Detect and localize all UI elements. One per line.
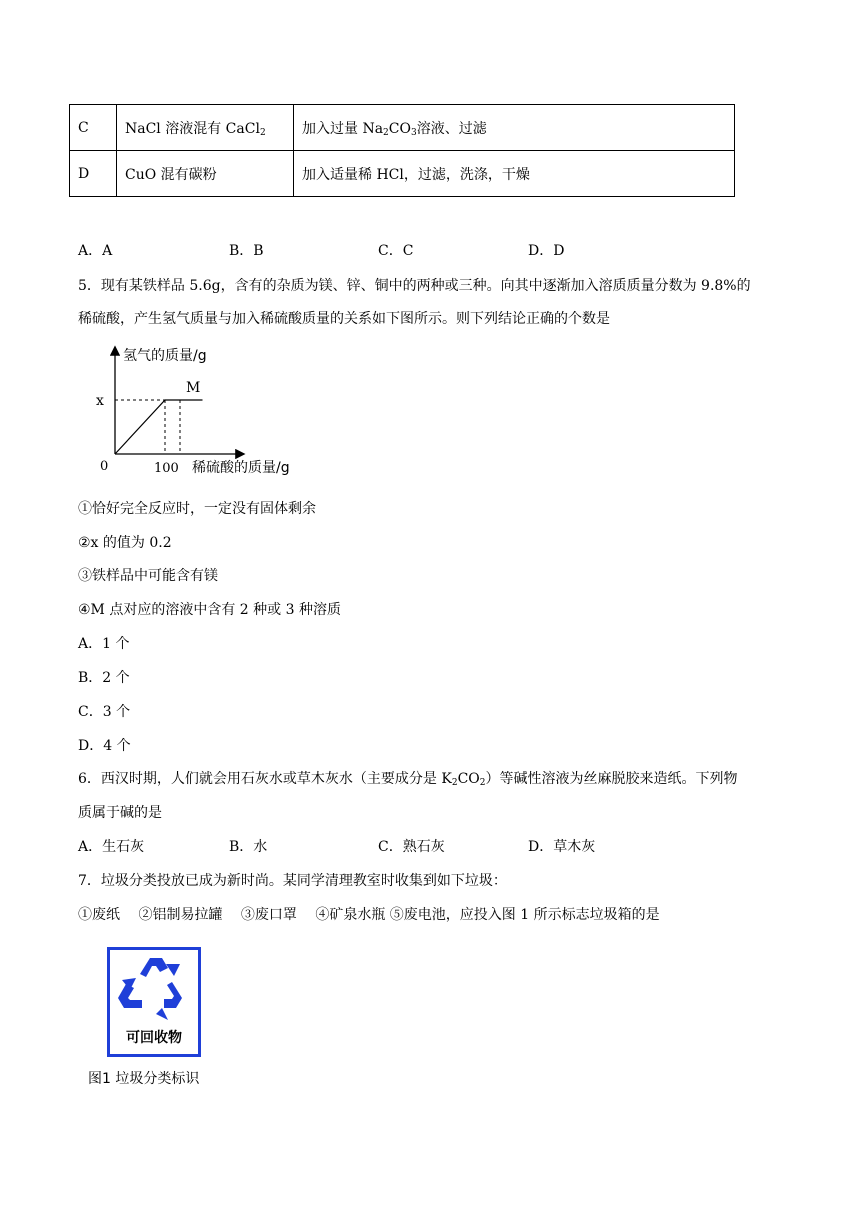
y-axis-label: 氢气的质量/g xyxy=(123,348,207,364)
q7-stem-line2: ①废纸 ②铝制易拉罐 ③废口罩 ④矿泉水瓶 ⑤废电池，应投入图 1 所示标志垃圾箱的是 xyxy=(78,907,660,923)
q4-choice-d[interactable]: D．D xyxy=(528,243,565,259)
subscript: 2 xyxy=(259,127,266,138)
q6-stem-text: 6．西汉时期，人们就会用石灰水或草木灰水（主要成分是 K xyxy=(78,771,452,787)
x-axis-label: 稀硫酸的质量/g xyxy=(192,460,290,476)
recycle-icon xyxy=(110,952,198,1028)
method-text: 溶液、过滤 xyxy=(416,120,487,137)
q5-statement-4: ④M 点对应的溶液中含有 2 种或 3 种溶质 xyxy=(78,602,341,618)
q6-choice-c[interactable]: C．熟石灰 xyxy=(378,839,445,855)
series-line xyxy=(115,400,203,454)
method-cell xyxy=(294,105,735,151)
method-cell: 加入适量稀 HCl，过滤，洗涤，干燥 xyxy=(294,151,735,197)
q5-statement-1: ①恰好完全反应时，一定没有固体剩余 xyxy=(78,501,316,517)
q4-choice-b[interactable]: B．B xyxy=(229,243,264,259)
q6-choice-a[interactable]: A．生石灰 xyxy=(78,839,145,855)
substance-cell: CuO 混有碳粉 xyxy=(117,151,294,197)
hydrogen-mass-chart xyxy=(88,340,318,480)
table-row xyxy=(70,105,735,151)
q5-choice-b[interactable]: B．2 个 xyxy=(78,670,130,686)
substance-text: NaCl 溶液混有 CaCl xyxy=(125,120,260,137)
method-text: CO xyxy=(388,120,411,137)
q5-stem-line2: 稀硫酸，产生氢气质量与加入稀硫酸质量的关系如下图所示。则下列结论正确的个数是 xyxy=(78,311,610,327)
options-table xyxy=(69,104,735,197)
q6-choice-b[interactable]: B．水 xyxy=(229,839,268,855)
q4-choice-c[interactable]: C．C xyxy=(378,243,414,259)
figure-caption: 图1 垃圾分类标识 xyxy=(88,1071,200,1087)
origin-label: 0 xyxy=(100,459,109,474)
subscript: 2 xyxy=(451,778,458,788)
q6-choice-d[interactable]: D．草木灰 xyxy=(528,839,596,855)
q5-choice-a[interactable]: A．1 个 xyxy=(78,636,130,652)
q7-stem-line1: 7．垃圾分类投放已成为新时尚。某同学清理教室时收集到如下垃圾： xyxy=(78,873,507,889)
subscript: 3 xyxy=(410,127,417,138)
x-tick-label-100: 100 xyxy=(154,461,179,476)
option-label: C xyxy=(70,105,117,151)
q6-stem-line1 xyxy=(78,768,738,788)
recycle-logo xyxy=(107,947,201,1057)
q5-stem-line1: 5．现有某铁样品 5.6g，含有的杂质为镁、锌、铜中的两种或三种。向其中逐渐加入溶质质量分数为 9.8%的 xyxy=(78,278,751,294)
q4-choice-a[interactable]: A．A xyxy=(78,243,113,259)
q6-stem-text: CO xyxy=(457,771,480,787)
subscript: 2 xyxy=(383,127,389,138)
recycle-logo-text: 可回收物 xyxy=(114,1026,194,1050)
subscript: 2 xyxy=(479,778,486,788)
q6-stem-text: ）等碱性溶液为丝麻脱胶来造纸。下列物 xyxy=(485,771,738,787)
q6-stem-line2: 质属于碱的是 xyxy=(78,805,162,821)
q5-choice-d[interactable]: D．4 个 xyxy=(78,738,131,754)
q5-statement-3: ③铁样品中可能含有镁 xyxy=(78,568,218,584)
q5-choice-c[interactable]: C．3 个 xyxy=(78,704,131,720)
substance-cell xyxy=(117,105,294,151)
method-text: 加入过量 Na xyxy=(302,120,384,137)
option-label: D xyxy=(70,151,117,197)
point-m-label: M xyxy=(186,380,201,396)
q5-statement-2: ②x 的值为 0.2 xyxy=(78,535,172,551)
y-tick-label-x: x xyxy=(96,393,104,409)
table-row xyxy=(70,151,735,197)
